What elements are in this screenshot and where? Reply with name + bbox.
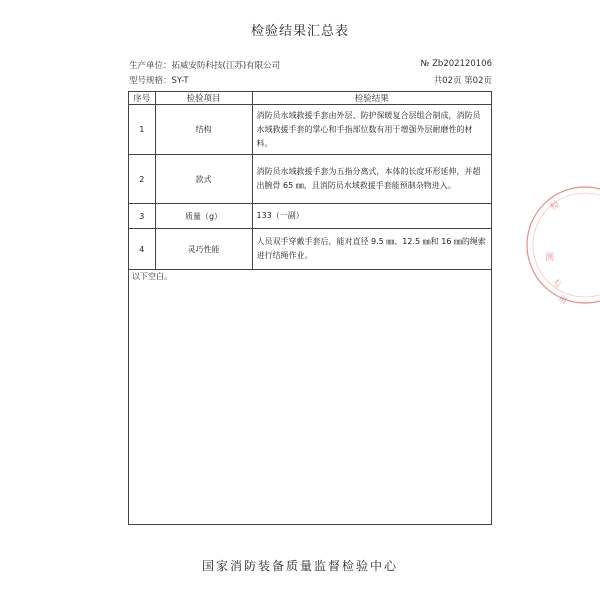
producer-line <box>129 59 280 71</box>
table-row <box>129 105 491 155</box>
inspection-seal-stamp <box>490 150 600 350</box>
svg-text:测: 测 <box>545 253 555 263</box>
results-table-frame <box>128 91 492 525</box>
page-count: 共02页 第02页 <box>433 76 492 86</box>
row-item: 结构 <box>155 105 252 155</box>
report-number: № Zb202120106 <box>420 59 492 69</box>
blank-note: 以下空白。 <box>132 272 172 281</box>
producer-value: 拓威安防科技(江苏)有限公司 <box>171 61 281 71</box>
row-result: 人员双手穿戴手套后，能对直径 9.5 ㎜、12.5 ㎜和 16 ㎜的绳索进行结绳作业。 <box>252 229 491 270</box>
model-line <box>129 74 189 86</box>
table-row <box>129 229 491 270</box>
row-item: 款式 <box>155 155 252 204</box>
row-result: 消防员水域救援手套由外层、防护保暖复合层组合制成，消防员水域救援手套的掌心和手指部位数有用于增强外层耐磨性的材料。 <box>252 105 491 155</box>
header-seq: 序号 <box>129 92 155 105</box>
model-value: SY-T <box>171 76 189 86</box>
page-title: 检验结果汇总表 <box>250 24 349 39</box>
row-item: 质量（g） <box>155 204 252 229</box>
table-row <box>129 204 491 229</box>
producer-label: 生产单位： <box>129 61 172 71</box>
row-number: 1 <box>129 105 155 155</box>
row-number: 2 <box>129 155 155 204</box>
table-header-row <box>129 92 491 105</box>
row-number: 4 <box>129 229 155 270</box>
model-label: 型号规格： <box>129 76 172 86</box>
seal-graphic <box>490 150 600 350</box>
header-item: 检验项目 <box>155 92 252 105</box>
svg-text:检: 检 <box>549 199 562 213</box>
svg-text:用: 用 <box>557 293 569 306</box>
results-table <box>129 92 491 270</box>
table-row <box>129 155 491 204</box>
header-result: 检验结果 <box>252 92 491 105</box>
row-result: 133（一副） <box>252 204 491 229</box>
row-result: 消防员水域救援手套为五指分离式，本体的长度环形延伸，并超出腕骨 65 ㎜，且消防员水域救援手套能预制杂物进入。 <box>252 155 491 204</box>
row-item: 灵巧性能 <box>155 229 252 270</box>
issuing-organization: 国家消防装备质量监督检验中心 <box>201 559 398 573</box>
svg-text:专: 专 <box>550 278 563 291</box>
row-number: 3 <box>129 204 155 229</box>
